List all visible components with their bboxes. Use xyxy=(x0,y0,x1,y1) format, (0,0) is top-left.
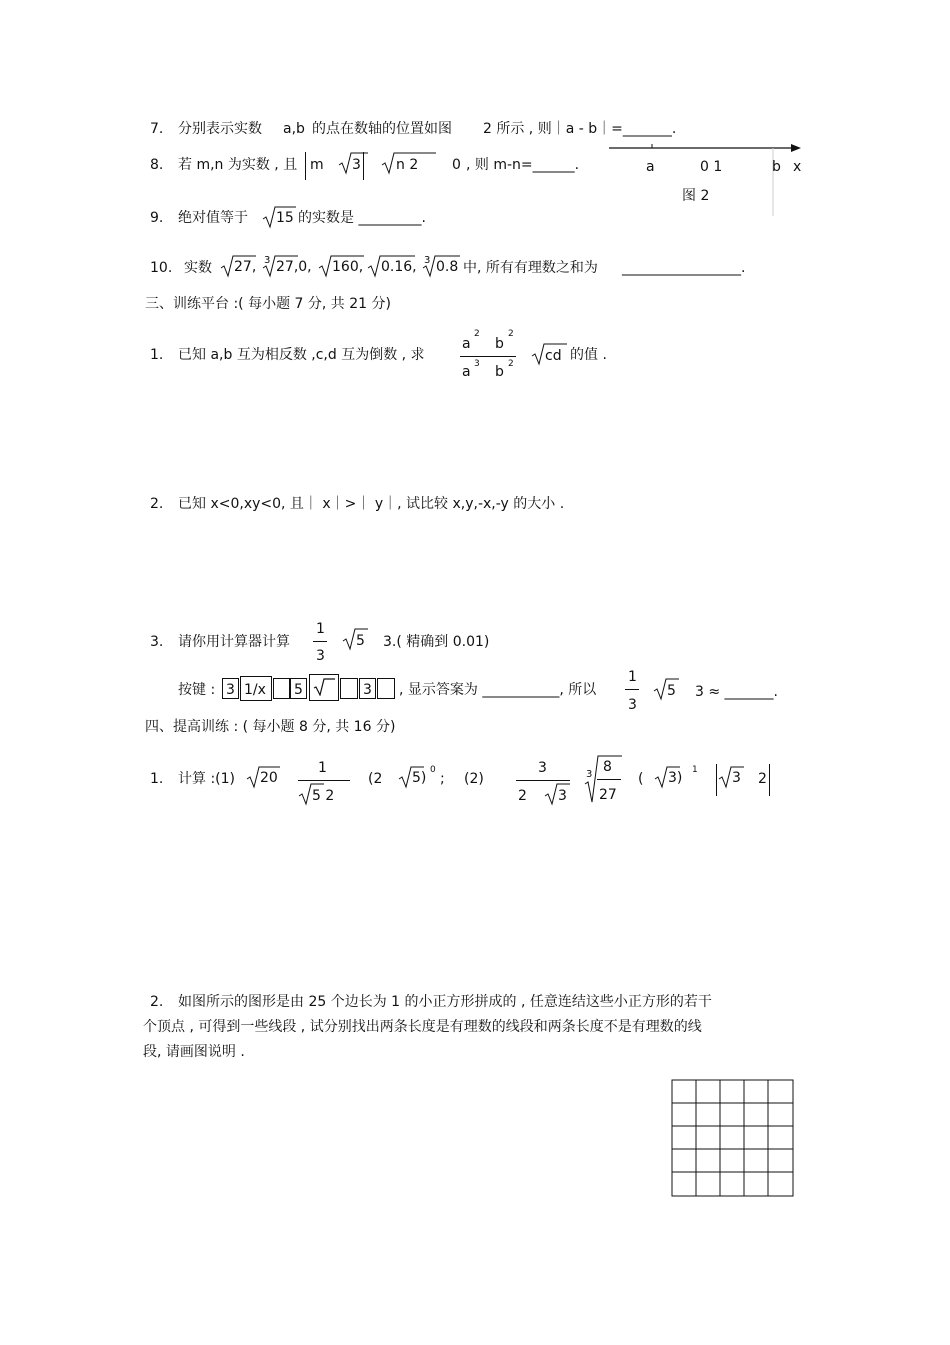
s4q1-sqrt5: 5) xyxy=(412,770,427,786)
key-op-2[interactable] xyxy=(340,678,358,699)
q7-text2: 的点在数轴的位置如图 xyxy=(312,121,452,137)
abs-bar-left xyxy=(716,764,717,796)
paren-open: ( xyxy=(638,771,644,787)
q8-m: m xyxy=(310,157,324,173)
s4q1-label2: (2) xyxy=(464,771,484,787)
frac-den-a: a xyxy=(462,364,471,380)
s3q1-tail: 的值 . xyxy=(570,347,607,363)
fraction-bar xyxy=(516,780,570,781)
q10-cbrt08: 0.8 xyxy=(436,259,459,275)
axis-label-a: a xyxy=(646,159,655,175)
s3q3-text: 请你用计算器计算 xyxy=(178,634,290,650)
s4q2-line2: 个顶点 , 可得到一些线段 , 试分别找出两条长度是有理数的线段和两条长度不是有理数的线 xyxy=(143,1019,702,1035)
sup-1: 1 xyxy=(692,765,698,775)
key-equals[interactable] xyxy=(377,678,395,699)
q8-text: 若 m,n 为实数 , 且 xyxy=(178,157,298,173)
q8-tail: , 则 m-n=______. xyxy=(466,157,580,173)
key-sqrt[interactable] xyxy=(309,674,339,701)
axis-label-b: b xyxy=(772,159,781,175)
q7-text: 分别表示实数 xyxy=(178,121,262,137)
s3q3-tail: 3.( 精确到 0.01) xyxy=(383,634,490,650)
sup: 2 xyxy=(474,329,480,339)
abs-bar-right xyxy=(769,764,770,796)
frac-num-b: b xyxy=(495,336,504,352)
s4q1-sqrt3: 3) xyxy=(668,770,683,786)
s4q2-number: 2. xyxy=(150,994,164,1010)
key-3[interactable]: 3 xyxy=(222,678,239,699)
sup: 2 xyxy=(508,359,514,369)
s4q2-line1: 如图所示的图形是由 25 个边长为 1 的小正方形拼成的 , 任意连结这些小正方形的若干 xyxy=(178,994,712,1010)
cube-root-index: 3 xyxy=(264,255,271,266)
q8-sqrt3: 3 xyxy=(352,157,361,173)
keys-tail: 3 ≈ _______. xyxy=(695,684,778,700)
q10-blank: _________________. xyxy=(622,260,746,276)
frac-num-3: 3 xyxy=(538,760,547,776)
abs-bar-right xyxy=(363,152,364,180)
frac-den-27: 27 xyxy=(599,787,617,803)
q10-sqrt27: 27, xyxy=(234,259,257,275)
frac-den: 5 2 xyxy=(312,788,335,804)
s3q2-number: 2. xyxy=(150,496,164,512)
frac-num-8: 8 xyxy=(603,759,612,775)
figure-caption: 图 2 xyxy=(682,188,710,204)
s3q2-text: 已知 x<0,xy<0, 且｜ x｜>｜ y｜, 试比较 x,y,-x,-y 的大小 . xyxy=(178,496,565,512)
q8-n-minus-2: n 2 xyxy=(396,157,419,173)
key-5[interactable]: 5 xyxy=(290,678,307,699)
q9-text: 绝对值等于 xyxy=(178,210,248,226)
s3q3-number: 3. xyxy=(150,634,164,650)
key-3b[interactable]: 3 xyxy=(359,678,376,699)
sqrt-key-icon xyxy=(313,678,335,696)
q10-tail: 中, 所有有理数之和为 xyxy=(463,260,598,276)
fraction-bar xyxy=(298,780,350,781)
key-reciprocal[interactable]: 1/x xyxy=(240,676,272,701)
s4q1-sqrt3b: 3 xyxy=(732,770,741,786)
q10-text: 实数 xyxy=(184,260,212,276)
fraction-bar xyxy=(597,779,621,780)
sup: 3 xyxy=(474,359,480,369)
cube-root-index: 3 xyxy=(586,769,593,780)
sup-0: 0 xyxy=(430,765,436,775)
section-4-title: 四、提高训练 : ( 每小题 8 分, 共 16 分) xyxy=(145,719,396,735)
q9-number: 9. xyxy=(150,210,164,226)
q9-sqrt15: 15 xyxy=(276,210,294,226)
frac-den-3: 3 xyxy=(316,648,325,664)
frac-num-1: 1 xyxy=(628,669,637,685)
section-3-title: 三、训练平台 :( 每小题 7 分, 共 21 分) xyxy=(145,296,391,312)
keys-label: 按键 : xyxy=(178,682,216,698)
s3q1-number: 1. xyxy=(150,347,164,363)
q10-sqrt016: 0.16, xyxy=(381,259,417,275)
grid-5x5-figure xyxy=(671,1079,795,1198)
cube-root-index: 3 xyxy=(424,255,431,266)
q10-number: 10. xyxy=(150,260,173,276)
q9-tail: 的实数是 _________. xyxy=(298,210,426,226)
q7-number: 7. xyxy=(150,121,164,137)
number-line-figure xyxy=(605,138,805,218)
fraction-bar xyxy=(313,641,327,642)
s4q2-line3: 段, 请画图说明 . xyxy=(143,1044,245,1060)
s3q1-text: 已知 a,b 互为相反数 ,c,d 互为倒数 , 求 xyxy=(178,347,425,363)
s3q1-cd: cd xyxy=(545,348,562,364)
fraction-bar xyxy=(625,689,639,690)
frac-den-sqrt3: 3 xyxy=(558,788,567,804)
frac-den-3: 3 xyxy=(628,697,637,713)
frac-den-2: 2 xyxy=(518,788,527,804)
s4q1-sqrt20: 20 xyxy=(260,770,278,786)
key-op-1[interactable] xyxy=(273,678,290,699)
q10-cbrt27: 27,0, xyxy=(276,259,312,275)
frac-num-1: 1 xyxy=(316,621,325,637)
s4q1-number: 1. xyxy=(150,771,164,787)
s4q1-paren2: (2 xyxy=(368,771,383,787)
axis-label-0-1: 0 1 xyxy=(700,159,723,175)
frac-num-a: a xyxy=(462,336,471,352)
semicolon: ; xyxy=(440,771,445,787)
frac-den-b: b xyxy=(495,364,504,380)
keys-sqrt5: 5 xyxy=(667,683,676,699)
sup: 2 xyxy=(508,329,514,339)
q8-number: 8. xyxy=(150,157,164,173)
axis-label-x: x xyxy=(793,159,802,175)
q7-figure-ref: 2 所示 , 则｜a - b｜=_______. xyxy=(483,121,677,137)
q10-sqrt160: 160, xyxy=(332,259,364,275)
q8-zero: 0 xyxy=(452,157,461,173)
fraction-bar xyxy=(460,356,516,357)
frac-num-1: 1 xyxy=(318,760,327,776)
s4q1-text: 计算 :(1) xyxy=(178,771,235,787)
q7-ab: a,b xyxy=(283,121,305,137)
abs-bar-left xyxy=(305,152,306,180)
s4q1-two: 2 xyxy=(758,771,767,787)
keys-mid-text: , 显示答案为 ___________, 所以 xyxy=(399,682,597,698)
s3q3-sqrt5: 5 xyxy=(356,633,365,649)
